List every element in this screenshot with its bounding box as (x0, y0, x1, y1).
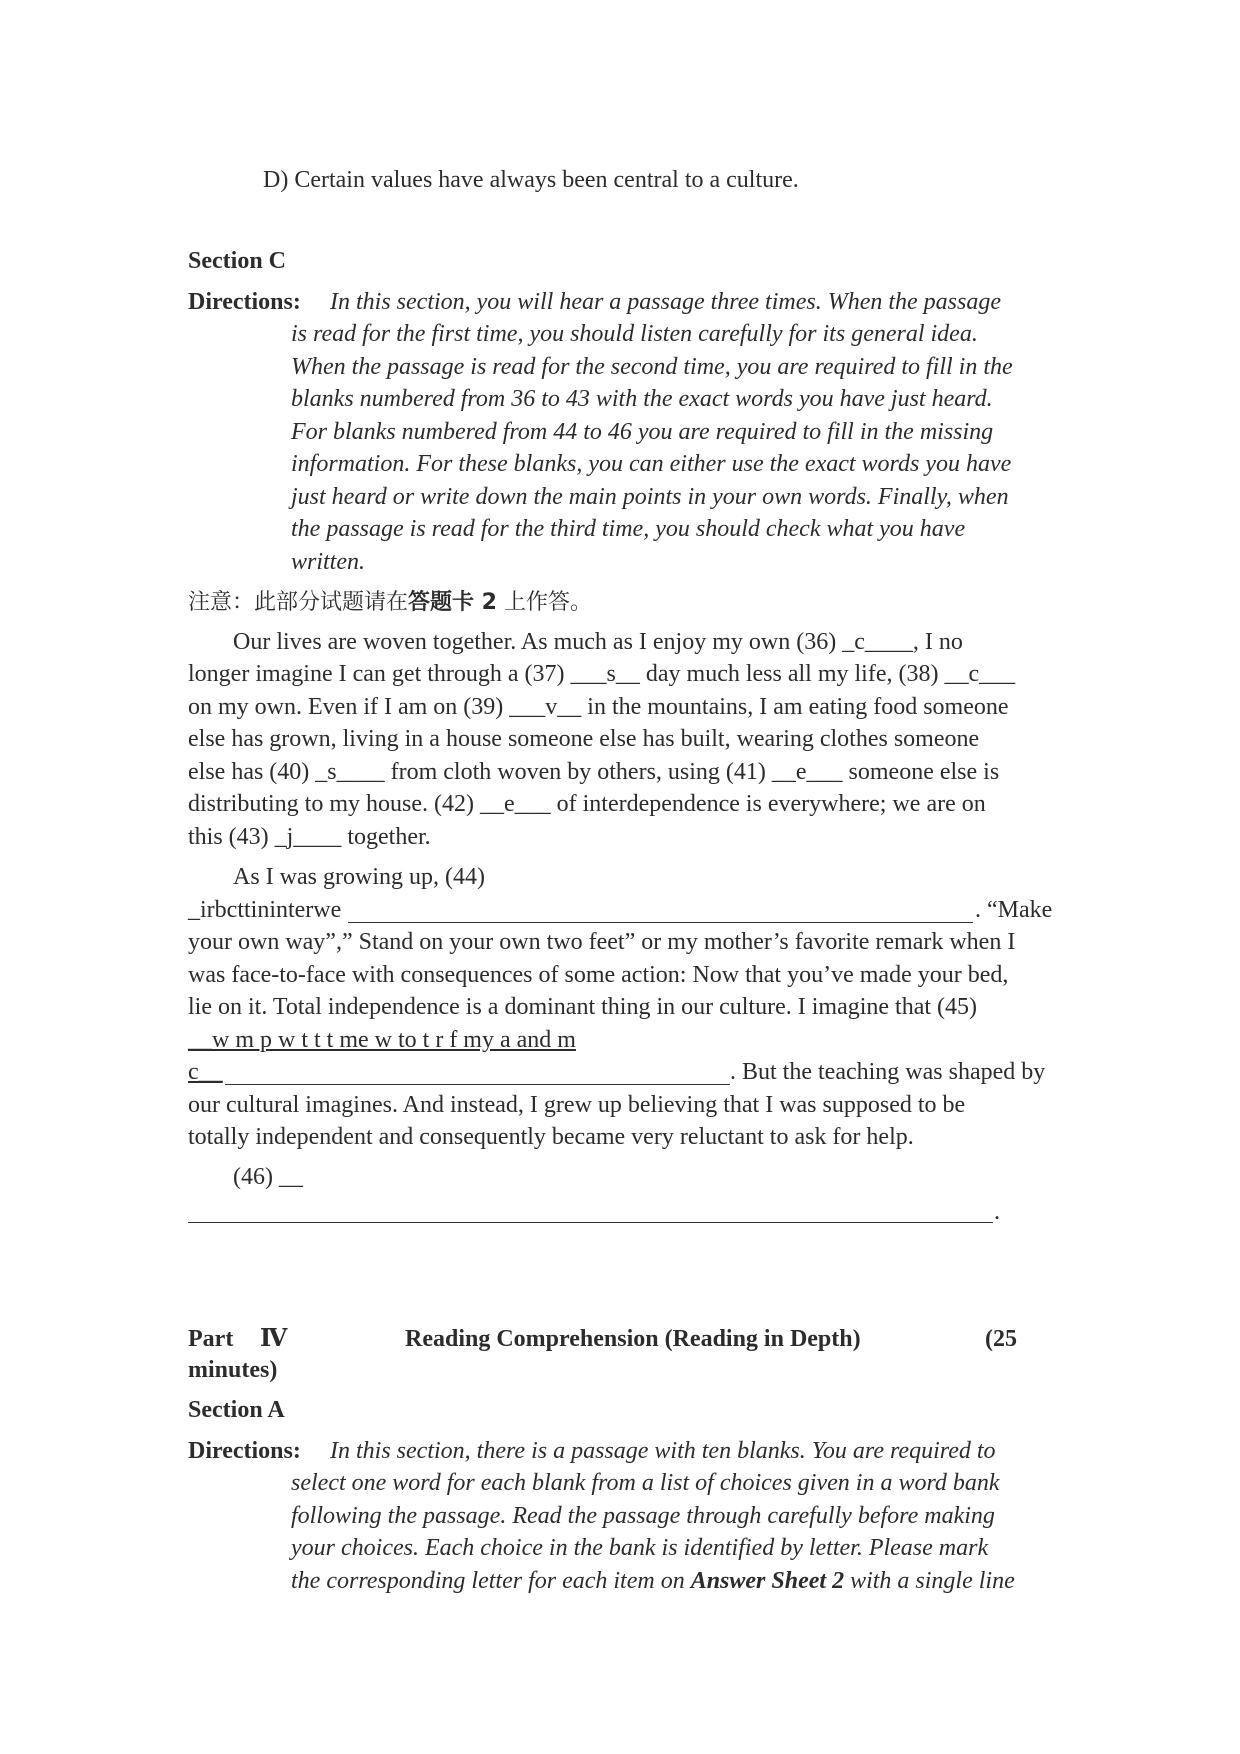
section-a-directions-line: your choices. Each choice in the bank is identified by letter. Please mark (291, 1535, 989, 1561)
passage-line: lie on it. Total independence is a dominant thing in our culture. I imagine that (45) (188, 994, 978, 1020)
section-c-directions-line: For blanks numbered from 44 to 46 you are required to fill in the missing (291, 419, 994, 445)
passage-line: longer imagine I can get through a (37) ___s__ day much less all my life, (38) __c___ (188, 661, 1016, 687)
section-a-directions-line: In this section, there is a passage with ten blanks. You are required to (330, 1438, 996, 1464)
section-c-directions-line: In this section, you will hear a passage three times. When the passage (330, 289, 1002, 315)
passage-line: As I was growing up, (44) (233, 864, 485, 890)
answer-note-suffix: 上作答。 (496, 590, 592, 615)
passage-line: was face-to-face with consequences of some action: Now that you’ve made your bed, (188, 962, 1009, 988)
passage-line: distributing to my house. (42) __e___ of interdependence is everywhere; we are on (188, 791, 986, 817)
part-numeral: Ⅳ (260, 1326, 288, 1352)
blank-46-end: . (994, 1199, 1000, 1225)
section-a-directions-line: select one word for each blank from a list of choices given in a word bank (291, 1470, 1000, 1496)
answer-sheet-reference: Answer Sheet 2 (690, 1568, 845, 1594)
passage-line: your own way”,” Stand on your own two feet” or my mother’s favorite remark when I (188, 929, 1016, 955)
section-c-directions-line: written. (291, 549, 366, 575)
answer-note (188, 586, 592, 619)
passage-line: . But the teaching was shaped by (730, 1059, 1046, 1085)
part-time: (25 (985, 1326, 1017, 1352)
passage-line: our cultural imagines. And instead, I grew up believing that I was supposed to be (188, 1092, 966, 1118)
section-c-directions-line: is read for the first time, you should listen carefully for its general idea. (291, 321, 978, 347)
part-time-minutes: minutes) (188, 1357, 278, 1383)
blank-46-line (188, 1222, 993, 1223)
passage-line: Our lives are woven together. As much as I enjoy my own (36) _c____, I no (233, 629, 963, 655)
blank-44-line (348, 922, 973, 923)
section-c-directions-line: blanks numbered from 36 to 43 with the exact words you have just heard. (291, 386, 993, 412)
section-c-directions-label: Directions: (188, 289, 301, 315)
section-c-directions-line: the passage is read for the third time, you should check what you have (291, 516, 966, 542)
passage-line: else has (40) _s____ from cloth woven by others, using (41) __e___ someone else is (188, 759, 1000, 785)
blank-46-label: (46) __ (233, 1164, 303, 1190)
passage-line: else has grown, living in a house someone else has built, wearing clothes someone (188, 726, 980, 752)
section-a-directions-line: following the passage. Read the passage through carefully before making (291, 1503, 995, 1529)
section-a-last-line-prefix: the corresponding letter for each item on (291, 1568, 691, 1594)
section-a-directions-line (291, 1565, 1015, 1597)
blank-44-answer: _irbcttininterwe (188, 897, 342, 923)
part-title: Reading Comprehension (Reading in Depth) (405, 1326, 861, 1352)
passage-line: totally independent and consequently became very reluctant to ask for help. (188, 1124, 914, 1150)
answer-note-prefix: 注意：此部分试题请在 (188, 590, 409, 615)
part-label: Part (188, 1326, 234, 1352)
answer-note-bold: 答题卡 2 (408, 590, 497, 615)
option-d: D) Certain values have always been central to a culture. (263, 167, 799, 193)
section-a-directions-label: Directions: (188, 1438, 301, 1464)
section-c-directions-line: just heard or write down the main points in your own words. Finally, when (291, 484, 1009, 510)
section-c-directions-line: information. For these blanks, you can either use the exact words you have (291, 451, 1012, 477)
blank-45-answer: __w m p w t t t me w to t r f my a and m (188, 1027, 576, 1053)
blank-45-line (225, 1084, 730, 1085)
section-a-last-line-suffix: with a single line (844, 1568, 1015, 1594)
section-c-directions-line: When the passage is read for the second time, you are required to fill in the (291, 354, 1013, 380)
section-c-title: Section C (188, 248, 286, 274)
passage-line: on my own. Even if I am on (39) ___v__ in the mountains, I am eating food someone (188, 694, 1009, 720)
passage-line: . “Make (975, 897, 1053, 923)
blank-45-answer: c__ (188, 1059, 223, 1085)
passage-line: this (43) _j____ together. (188, 824, 431, 850)
section-a-title: Section A (188, 1397, 285, 1423)
